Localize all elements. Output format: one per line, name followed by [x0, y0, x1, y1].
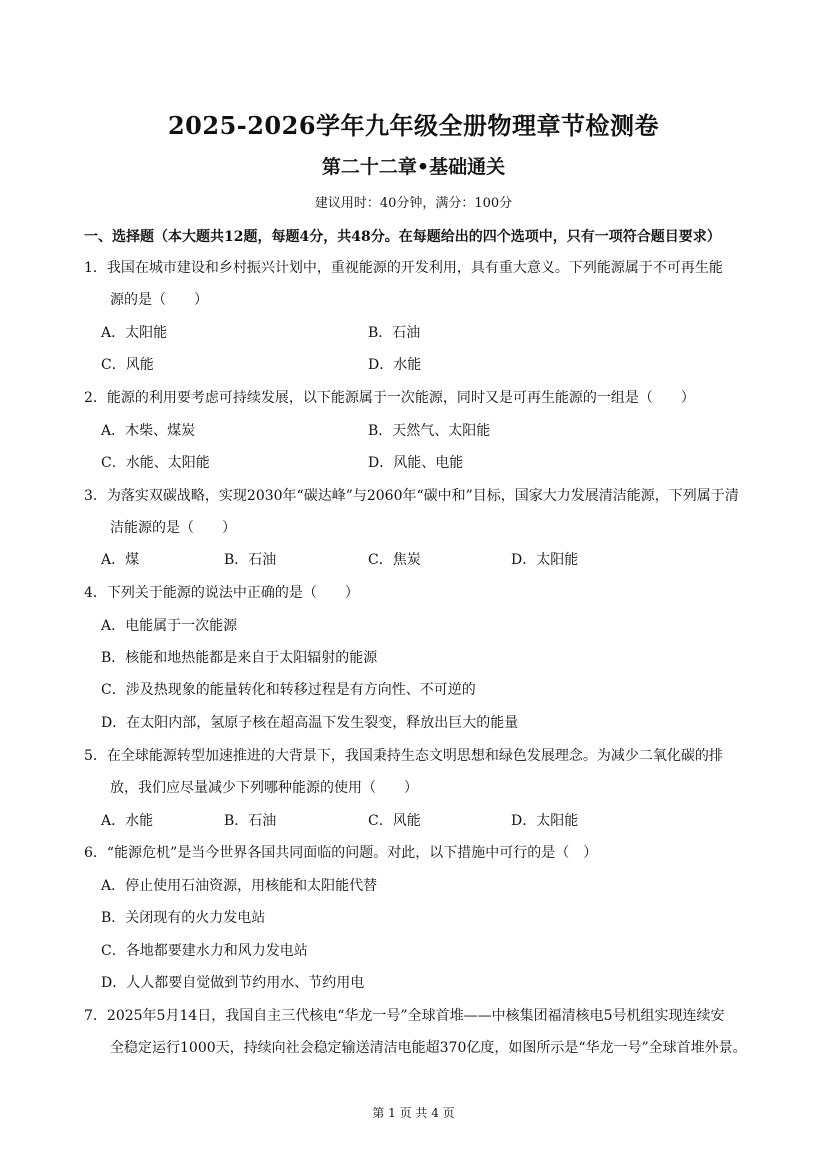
question-5-option-b: B．石油 — [224, 813, 277, 829]
question-3-text-cont: 洁能源的是（ ） — [110, 520, 236, 536]
exam-title: 2025-2026学年九年级全册物理章节检测卷 — [167, 111, 660, 140]
question-4-option-b: B．核能和地热能都是来自于太阳辐射的能源 — [101, 650, 378, 666]
question-1-option-d: D．水能 — [368, 357, 422, 373]
question-1-option-b: B．石油 — [368, 325, 421, 341]
question-7-text-cont: 全稳定运行1000天，持续向社会稳定输送清洁电能超370亿度，如图所示是“华龙一号”全球首堆外景。 — [110, 1040, 747, 1056]
question-6-option-d: D．人人都要自觉做到节约用水、节约用电 — [101, 975, 365, 991]
question-2-text: 2．能源的利用要考虑可持续发展，以下能源属于一次能源，同时又是可再生能源的一组是（ ） — [84, 390, 695, 406]
question-1-option-c: C．风能 — [101, 357, 154, 373]
question-2-option-b: B．天然气、太阳能 — [368, 423, 491, 439]
question-6-option-c: C．各地都要建水力和风力发电站 — [101, 943, 308, 959]
time-and-score-info: 建议用时：40分钟，满分：100分 — [314, 196, 513, 211]
question-7-text: 7．2025年5月14日，我国自主三代核电“华龙一号”全球首堆——中核集团福清核电5号机组实现连续安 — [84, 1008, 725, 1024]
question-5-option-a: A．水能 — [101, 813, 154, 829]
question-3-option-d: D．太阳能 — [511, 552, 579, 568]
question-3-option-b: B．石油 — [224, 552, 277, 568]
question-1-text: 1．我国在城市建设和乡村振兴计划中，重视能源的开发利用，具有重大意义。下列能源属于不可再生能 — [84, 260, 723, 276]
question-6-option-a: A．停止使用石油资源，用核能和太阳能代替 — [101, 878, 378, 894]
question-4-text: 4．下列关于能源的说法中正确的是（ ） — [84, 585, 359, 601]
question-5-option-c: C．风能 — [368, 813, 421, 829]
question-3-option-c: C．焦炭 — [368, 552, 421, 568]
question-1-option-a: A．太阳能 — [101, 325, 168, 341]
question-1-text-cont: 源的是（ ） — [110, 292, 208, 308]
question-6-text: 6．“能源危机”是当今世界各国共同面临的问题。对此，以下措施中可行的是（ ） — [84, 845, 598, 861]
question-5-option-d: D．太阳能 — [511, 813, 579, 829]
question-4-option-d: D．在太阳内部，氢原子核在超高温下发生裂变，释放出巨大的能量 — [101, 715, 519, 731]
question-4-option-c: C．涉及热现象的能量转化和转移过程是有方向性、不可逆的 — [101, 682, 476, 698]
question-2-option-d: D．风能、电能 — [368, 455, 464, 471]
question-6-option-b: B．关闭现有的火力发电站 — [101, 910, 266, 926]
question-3-option-a: A．煤 — [101, 552, 140, 568]
question-5-text: 5．在全球能源转型加速推进的大背景下，我国秉持生态文明思想和绿色发展理念。为减少二氧化碳的排 — [84, 748, 723, 764]
page-footer: 第 1 页 共 4 页 — [372, 1106, 455, 1120]
question-2-option-c: C．水能、太阳能 — [101, 455, 210, 471]
question-5-text-cont: 放，我们应尽量减少下列哪种能源的使用（ ） — [110, 780, 418, 796]
chapter-subtitle: 第二十二章•基础通关 — [321, 156, 506, 178]
section-heading: 一、选择题（本大题共12题，每题4分，共48分。在每题给出的四个选项中，只有一项符合题目要求） — [84, 229, 721, 245]
question-2-option-a: A．木柴、煤炭 — [101, 423, 196, 439]
question-3-text: 3．为落实双碳战略，实现2030年“碳达峰”与2060年“碳中和”目标，国家大力发展清洁能源，下列属于清 — [84, 488, 739, 504]
question-4-option-a: A．电能属于一次能源 — [101, 618, 238, 634]
